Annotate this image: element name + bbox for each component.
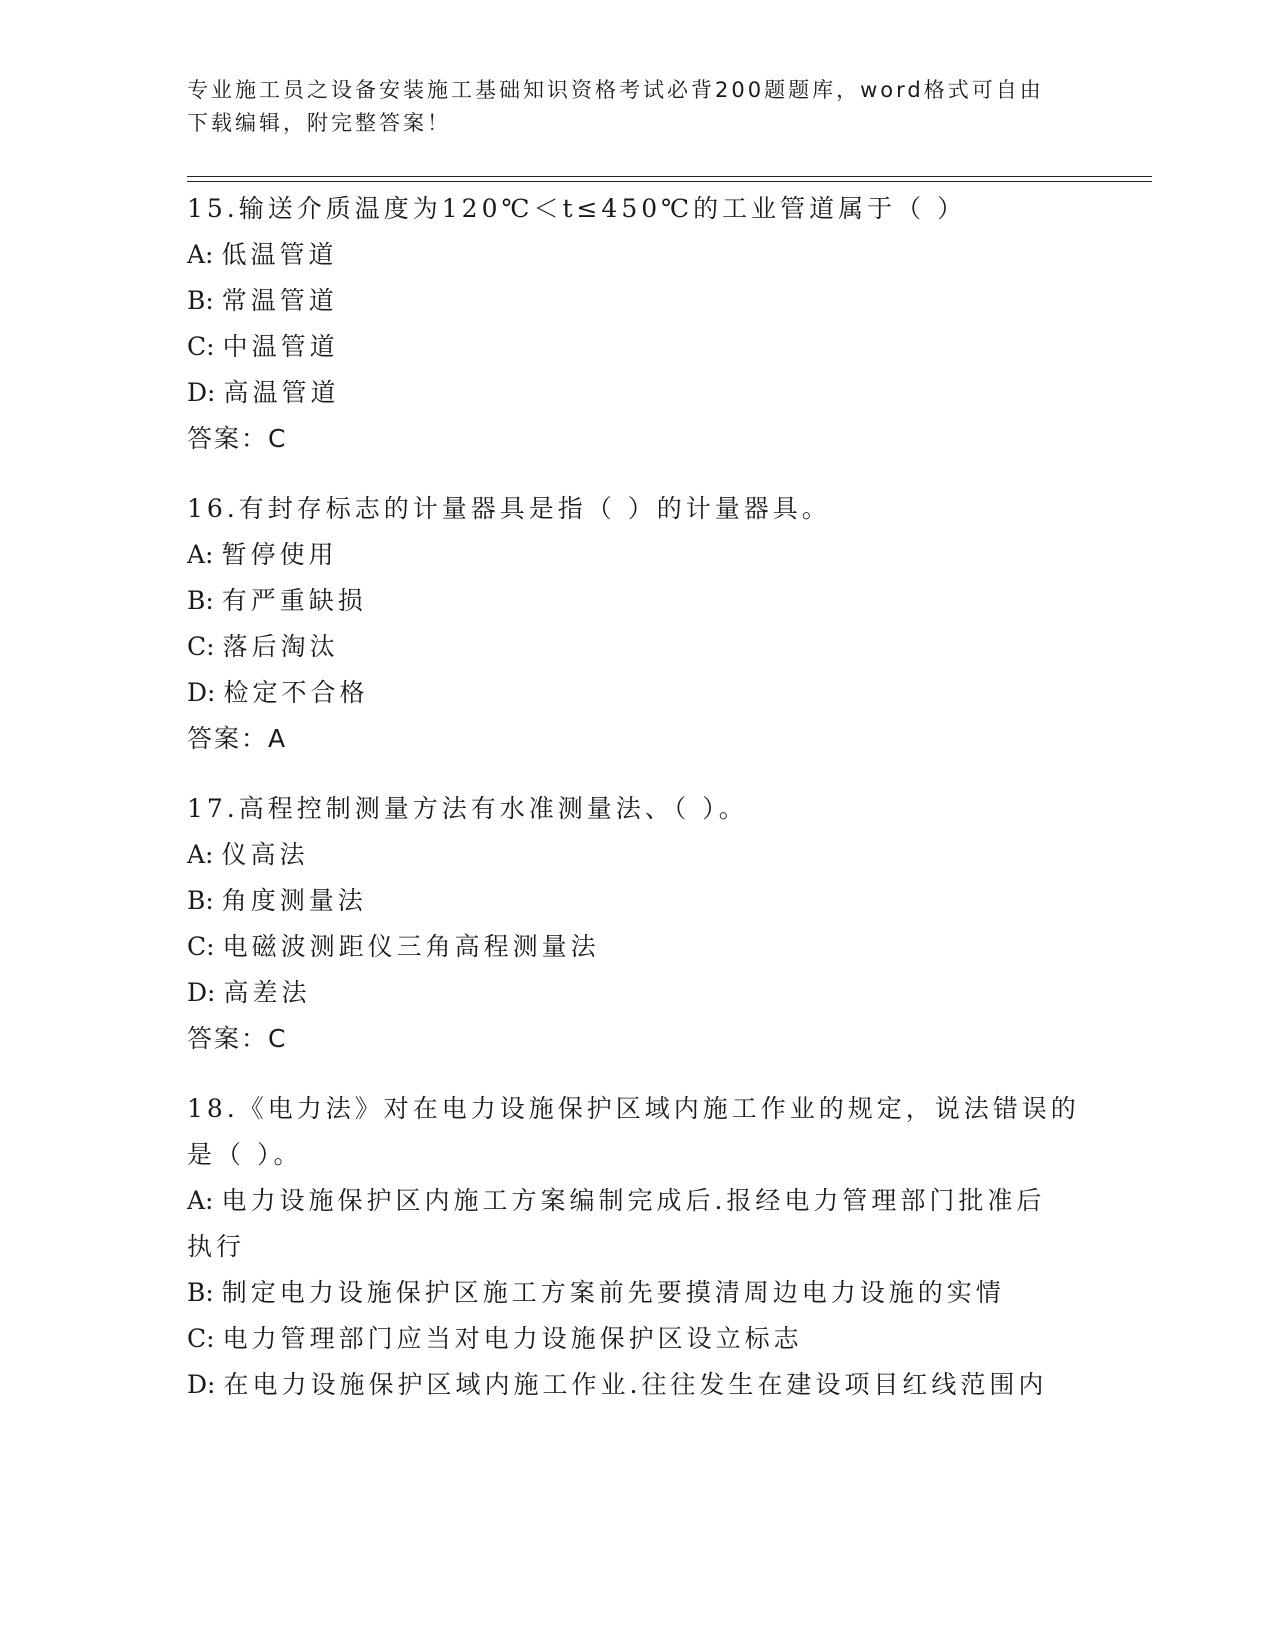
option-letter: D: <box>187 978 216 1007</box>
question-block <box>187 486 1087 762</box>
option-text: 制定电力设施保护区施工方案前先要摸清周边电力设施的实情 <box>221 1278 1005 1307</box>
document-header <box>187 74 1087 140</box>
answer-option <box>187 670 1087 716</box>
option-text: 有严重缺损 <box>221 586 367 615</box>
option-text: 低温管道 <box>221 240 338 269</box>
question-block <box>187 1086 1087 1408</box>
header-line-2: 下载编辑，附完整答案！ <box>187 111 451 135</box>
option-text: 在电力设施保护区域内施工作业.往往发生在建设项目红线范围内 <box>223 1370 1048 1399</box>
answer-option <box>187 924 1087 970</box>
answer-option <box>187 1270 1087 1316</box>
option-text: 常温管道 <box>221 286 338 315</box>
answer-option <box>187 878 1087 924</box>
answer-option <box>187 232 1087 278</box>
option-letter: C: <box>187 1324 215 1353</box>
answer-key: 答案：C <box>187 1024 288 1053</box>
option-text: 高温管道 <box>223 378 340 407</box>
question-stem: 是（ ）。 <box>187 1140 303 1169</box>
option-text: 电磁波测距仪三角高程测量法 <box>222 932 600 961</box>
question-stem: 18.《电力法》对在电力设施保护区域内施工作业的规定，说法错误的 <box>187 1094 1080 1123</box>
header-line-1: 专业施工员之设备安装施工基础知识资格考试必背200题题库，word格式可自由 <box>187 78 1044 102</box>
option-text: 电力管理部门应当对电力设施保护区设立标志 <box>222 1324 803 1353</box>
option-letter: B: <box>187 586 214 615</box>
answer-option <box>187 1316 1087 1362</box>
question-stem: 17.高程控制测量方法有水准测量法、（ ）。 <box>187 794 748 823</box>
option-letter: B: <box>187 286 214 315</box>
answer-option <box>187 578 1087 624</box>
option-letter: C: <box>187 632 215 661</box>
option-letter: B: <box>187 886 214 915</box>
header-rule-top <box>187 176 1152 177</box>
option-letter: A: <box>187 840 214 869</box>
answer-option <box>187 370 1087 416</box>
answer-option <box>187 970 1087 1016</box>
option-letter: C: <box>187 932 215 961</box>
option-text: 高差法 <box>223 978 311 1007</box>
option-text: 角度测量法 <box>221 886 367 915</box>
answer-key: 答案：C <box>187 424 288 453</box>
answer-option <box>187 832 1087 878</box>
option-text: 暂停使用 <box>221 540 338 569</box>
answer-key: 答案：A <box>187 724 288 753</box>
option-text: 电力设施保护区内施工方案编制完成后.报经电力管理部门批准后 <box>221 1186 1046 1215</box>
question-stem: 16.有封存标志的计量器具是指（ ）的计量器具。 <box>187 494 831 523</box>
question-block <box>187 186 1087 462</box>
option-letter: D: <box>187 378 216 407</box>
question-list <box>187 186 1087 1432</box>
option-letter: A: <box>187 1186 214 1215</box>
answer-option <box>187 278 1087 324</box>
header-rule-bottom <box>187 181 1152 182</box>
option-letter: B: <box>187 1278 214 1307</box>
answer-option <box>187 532 1087 578</box>
option-text: 检定不合格 <box>223 678 369 707</box>
question-stem: 15.输送介质温度为120℃＜t≤450℃的工业管道属于（ ） <box>187 194 967 223</box>
option-letter: D: <box>187 678 216 707</box>
option-text: 仪高法 <box>221 840 309 869</box>
option-text: 中温管道 <box>222 332 339 361</box>
answer-option <box>187 624 1087 670</box>
option-letter: C: <box>187 332 215 361</box>
option-letter: A: <box>187 240 214 269</box>
option-letter: D: <box>187 1370 216 1399</box>
answer-option <box>187 1178 1087 1224</box>
question-block <box>187 786 1087 1062</box>
answer-option <box>187 324 1087 370</box>
answer-option: 执行 <box>187 1232 246 1261</box>
option-letter: A: <box>187 540 214 569</box>
answer-option <box>187 1362 1087 1408</box>
option-text: 落后淘汰 <box>222 632 339 661</box>
